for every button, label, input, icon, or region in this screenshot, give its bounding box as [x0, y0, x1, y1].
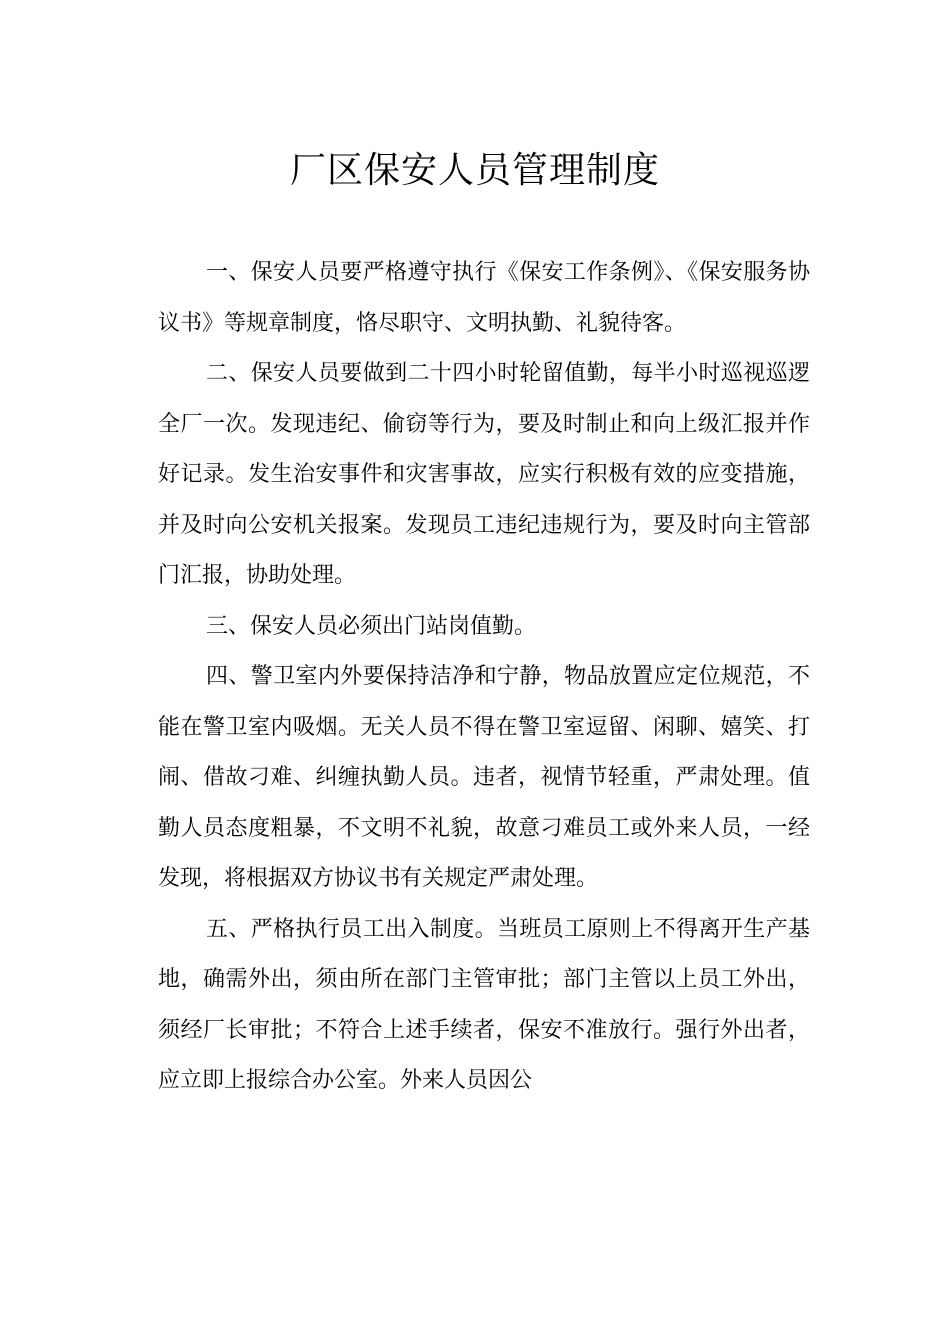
document-title: 厂区保安人员管理制度	[289, 150, 660, 191]
paragraph-2: 二、保安人员要做到二十四小时轮留值勤，每半小时巡视巡逻全厂一次。发现违纪、偷窃等行为，要及时制止和向上级汇报并作好记录。发生治安事件和灾害事故，应实行积极有效的应变措施，并及时向公安机关报案。发现员工违纪违规行为，要及时向主管部门汇报，协助处理。	[158, 361, 810, 588]
paragraph-3: 三、保安人员必须出门站岗值勤。	[206, 613, 537, 639]
paragraph-1: 一、保安人员要严格遵守执行《保安工作条例》、《保安服务协议书》等规章制度，恪尽职守、文明执勤、礼貌待客。	[158, 260, 810, 336]
paragraph-4: 四、警卫室内外要保持洁净和宁静，物品放置应定位规范，不能在警卫室内吸烟。无关人员不得在警卫室逗留、闲聊、嬉笑、打闹、借故刁难、纠缠执勤人员。违者，视情节轻重，严肃处理。值勤人员态度粗暴，不文明不礼貌，故意刁难员工或外来人员，一经发现，将根据双方协议书有关规定严肃处理。	[158, 664, 810, 891]
document-body	[158, 248, 810, 1107]
paragraph-5: 五、严格执行员工出入制度。当班员工原则上不得离开生产基地，确需外出，须由所在部门主管审批；部门主管以上员工外出，须经厂长审批；不符合上述手续者，保安不准放行。强行外出者，应立即上报综合办公室。外来人员因公	[158, 916, 810, 1093]
